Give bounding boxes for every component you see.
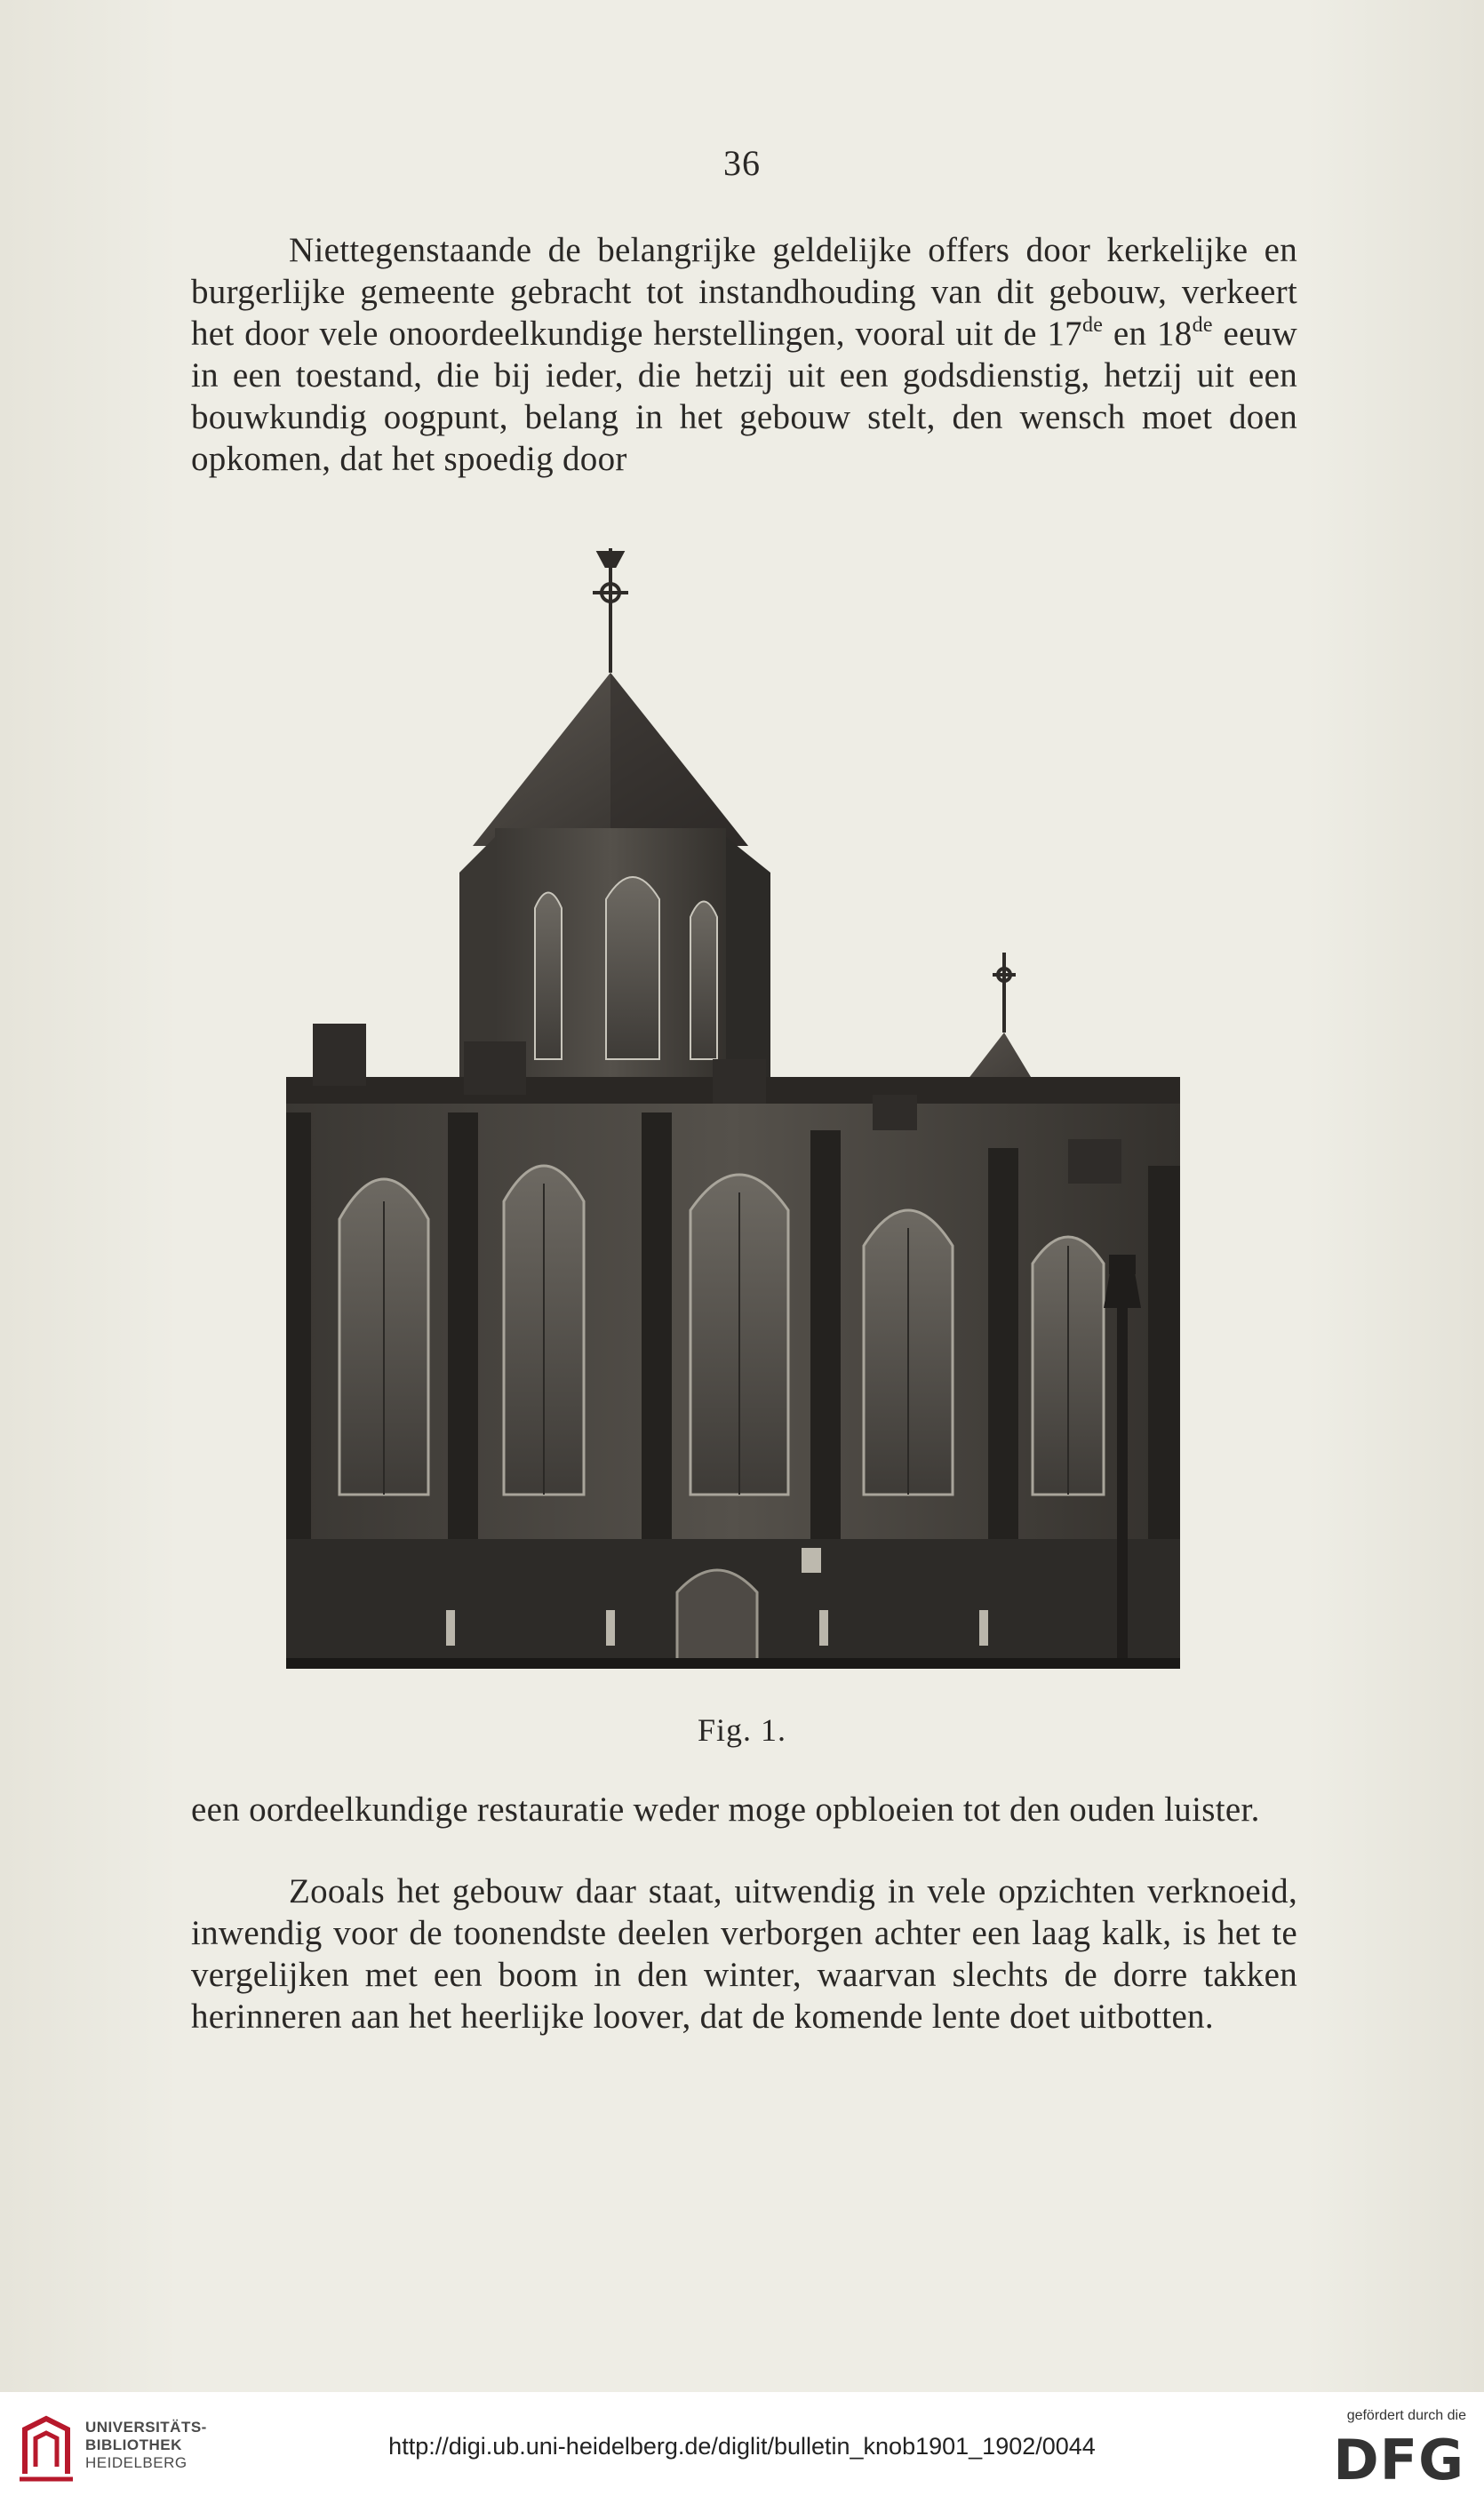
superscript-de-2: de xyxy=(1192,314,1213,337)
library-name-line-3: HEIDELBERG xyxy=(85,2454,187,2471)
weathervane-main xyxy=(593,548,628,673)
church-illustration xyxy=(286,526,1180,1669)
footer-bar xyxy=(0,2392,1484,2504)
permalink-url[interactable]: http://digi.ub.uni-heidelberg.de/diglit/bulletin_knob1901_1902/0044 xyxy=(388,2433,1096,2460)
page-number: 36 xyxy=(723,143,761,183)
library-name-line-1: UNIVERSITÄTS- xyxy=(85,2419,207,2436)
paragraph-1 xyxy=(191,229,1297,480)
dfg-logo: DFG xyxy=(1333,2428,1464,2492)
superscript-de-1: de xyxy=(1081,314,1104,337)
paragraph-3: Zooals het gebouw daar staat, uitwendig in vele opzichten verknoeid, inwendig voor de toonendste deelen verborgen achter een laag kalk, is het te vergelijken met een boom in den winter, waarvan slechts de dorre takken herinneren aan het heerlijke loover, dat de komende lente doet uitbotten. xyxy=(191,1872,1297,2036)
funding-label: gefördert durch die xyxy=(1346,2408,1466,2423)
paragraph-1-text-b: en 18 xyxy=(1103,315,1193,353)
paragraph-1-text-a: Niettegenstaande de belangrijke geldelijke offers door kerkelijke en burgerlijke gemeente gebracht tot instandhouding van dit gebouw, verkeert het door vele onoordeelkundige herstellingen, vooral uit de 17 xyxy=(191,231,1297,353)
paragraph-1-text-c: eeuw in een toestand, die bij ieder, die hetzij uit een godsdienstig, hetzij uit een bouwkundig oogpunt, belang in het gebouw stelt, den wensch moet doen opkomen, dat het spoedig door xyxy=(191,315,1297,478)
arched-doorway xyxy=(677,1570,757,1663)
figure-caption: Fig. 1. xyxy=(697,1712,787,1748)
paragraph-2: een oordeelkundige restauratie weder moge opbloeien tot den ouden luister. xyxy=(191,1790,1260,1829)
weathervane-side xyxy=(993,953,1016,1033)
church-photograph xyxy=(286,526,1180,1669)
library-name-line-2: BIBLIOTHEK xyxy=(85,2436,182,2453)
